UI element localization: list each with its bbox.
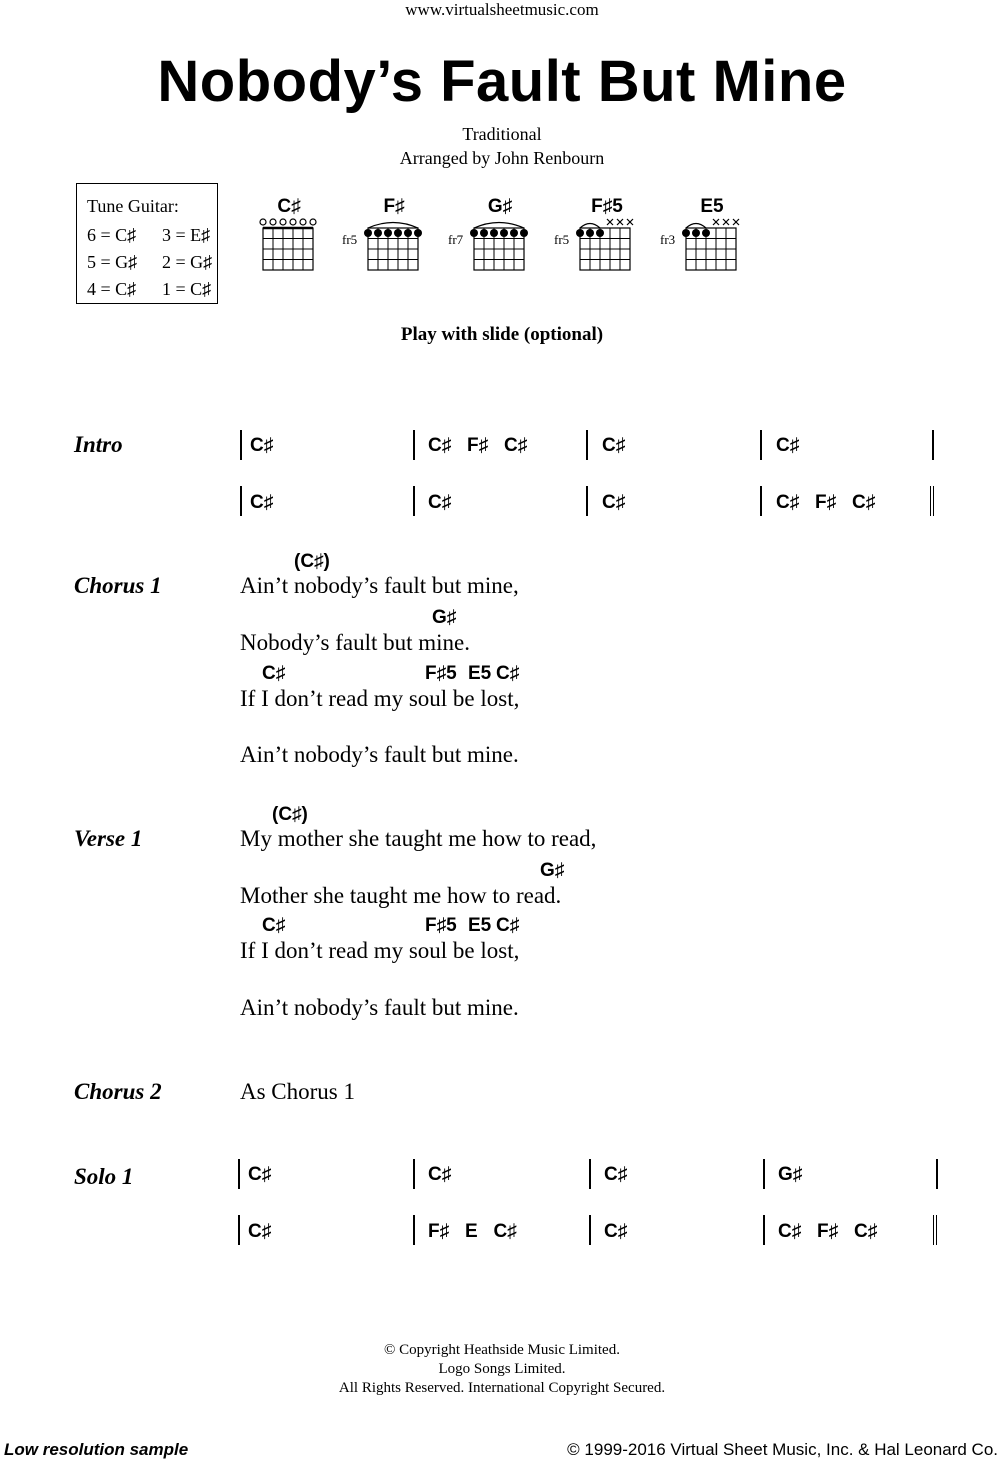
lyric-line: Ain’t nobody’s fault but mine. bbox=[240, 995, 519, 1020]
fret-label: fr5 bbox=[342, 232, 358, 247]
fret-label: fr3 bbox=[660, 232, 676, 247]
section-label-intro: Intro bbox=[74, 432, 123, 457]
section-label-verse-1: Verse 1 bbox=[74, 826, 143, 851]
bar-chords: C♯ bbox=[248, 1221, 272, 1242]
watermark-notice: Low resolution sample bbox=[4, 1440, 189, 1459]
tuning-string: 1 = C♯ bbox=[162, 279, 212, 299]
chord-symbol: G♯ bbox=[432, 607, 457, 628]
barline bbox=[413, 1215, 415, 1245]
barline bbox=[413, 430, 415, 460]
bar-chords: C♯ bbox=[250, 492, 274, 513]
chord-diagram-name: F♯ bbox=[383, 196, 405, 217]
bar-chords: C♯ F♯ C♯ bbox=[778, 1221, 878, 1242]
site-url: www.virtualsheetmusic.com bbox=[405, 0, 599, 19]
chord-diagram-name: G♯ bbox=[487, 196, 513, 217]
bar-chords: C♯ F♯ C♯ bbox=[428, 435, 528, 456]
chord-symbol: E5 bbox=[468, 915, 492, 936]
tuning-string: 6 = C♯ bbox=[87, 225, 137, 245]
lyric-line: My mother she taught me how to read, bbox=[240, 826, 597, 851]
fret-label: fr5 bbox=[554, 232, 570, 247]
barline bbox=[760, 486, 762, 516]
bar-chords: C♯ bbox=[604, 1221, 628, 1242]
chord-symbol: C♯ bbox=[262, 663, 286, 684]
chord-diagram-f-sharp bbox=[361, 216, 427, 274]
barline bbox=[586, 430, 588, 460]
chord-diagram-e-5 bbox=[679, 216, 745, 274]
bar-chords: F♯ E C♯ bbox=[428, 1221, 517, 1242]
composer-credit: Traditional bbox=[462, 124, 542, 144]
barline bbox=[760, 430, 762, 460]
barline bbox=[936, 1159, 938, 1189]
bar-chords: G♯ bbox=[778, 1164, 803, 1185]
final-barline bbox=[930, 486, 934, 516]
barline bbox=[238, 1215, 240, 1245]
tuning-string: 3 = E♯ bbox=[162, 225, 211, 245]
repeat-instruction: As Chorus 1 bbox=[240, 1079, 356, 1104]
footer-copyright: © 1999-2016 Virtual Sheet Music, Inc. & Hal Leonard Co. bbox=[567, 1440, 998, 1459]
chord-diagram-g-sharp bbox=[467, 216, 533, 274]
chord-diagram-name: E5 bbox=[700, 196, 724, 217]
fret-label: fr7 bbox=[448, 232, 464, 247]
bar-chords: C♯ bbox=[604, 1164, 628, 1185]
performance-note: Play with slide (optional) bbox=[400, 324, 604, 345]
chord-symbol: E5 bbox=[468, 663, 492, 684]
tuning-string: 2 = G♯ bbox=[162, 252, 213, 272]
bar-chords: C♯ F♯ C♯ bbox=[776, 492, 876, 513]
tuning-string: 4 = C♯ bbox=[87, 279, 137, 299]
chord-symbol: C♯ bbox=[496, 915, 520, 936]
lyric-line: Ain’t nobody’s fault but mine, bbox=[240, 573, 519, 598]
chord-symbol: F♯5 bbox=[425, 663, 457, 684]
lyric-line: Nobody’s fault but mine. bbox=[240, 630, 470, 655]
barline bbox=[238, 1159, 240, 1189]
barline bbox=[413, 486, 415, 516]
chord-symbol: (C♯) bbox=[272, 804, 308, 825]
chord-symbol: F♯5 bbox=[425, 915, 457, 936]
arranger-credit: Arranged by John Renbourn bbox=[399, 148, 605, 168]
section-label-chorus-2: Chorus 2 bbox=[74, 1079, 162, 1104]
bar-chords: C♯ bbox=[248, 1164, 272, 1185]
section-label-solo-1: Solo 1 bbox=[74, 1164, 134, 1189]
chord-symbol: G♯ bbox=[540, 860, 565, 881]
barline bbox=[240, 486, 242, 516]
bar-chords: C♯ bbox=[428, 492, 452, 513]
bar-chords: C♯ bbox=[776, 435, 800, 456]
chord-diagram-c-sharp bbox=[256, 216, 322, 274]
song-title: Nobody’s Fault But Mine bbox=[157, 49, 847, 114]
lyric-line: If I don’t read my soul be lost, bbox=[240, 938, 520, 963]
tuning-label: Tune Guitar: bbox=[87, 196, 179, 216]
copyright-line: Logo Songs Limited. bbox=[438, 1361, 566, 1377]
bar-chords: C♯ bbox=[250, 435, 274, 456]
barline bbox=[586, 486, 588, 516]
lyric-line: Ain’t nobody’s fault but mine. bbox=[240, 742, 519, 767]
copyright-line: All Rights Reserved. International Copyright Secured. bbox=[338, 1380, 666, 1396]
tuning-string: 5 = G♯ bbox=[87, 252, 138, 272]
barline bbox=[932, 430, 934, 460]
barline bbox=[589, 1159, 591, 1189]
bar-chords: C♯ bbox=[428, 1164, 452, 1185]
chord-diagram-name: C♯ bbox=[277, 196, 301, 217]
chord-symbol: C♯ bbox=[496, 663, 520, 684]
chord-symbol: C♯ bbox=[262, 915, 286, 936]
barline bbox=[413, 1159, 415, 1189]
tuning-box bbox=[76, 183, 218, 304]
chord-symbol: (C♯) bbox=[294, 551, 330, 572]
lyric-line: If I don’t read my soul be lost, bbox=[240, 686, 520, 711]
final-barline bbox=[933, 1215, 937, 1245]
lyric-line: Mother she taught me how to read. bbox=[240, 883, 562, 908]
bar-chords: C♯ bbox=[602, 435, 626, 456]
copyright-line: © Copyright Heathside Music Limited. bbox=[384, 1342, 620, 1358]
barline bbox=[763, 1215, 765, 1245]
chord-diagram-name: F♯5 bbox=[591, 196, 623, 217]
section-label-chorus-1: Chorus 1 bbox=[74, 573, 162, 598]
barline bbox=[589, 1215, 591, 1245]
chord-diagram-f-sharp-5 bbox=[573, 216, 639, 274]
barline bbox=[763, 1159, 765, 1189]
barline bbox=[240, 430, 242, 460]
bar-chords: C♯ bbox=[602, 492, 626, 513]
